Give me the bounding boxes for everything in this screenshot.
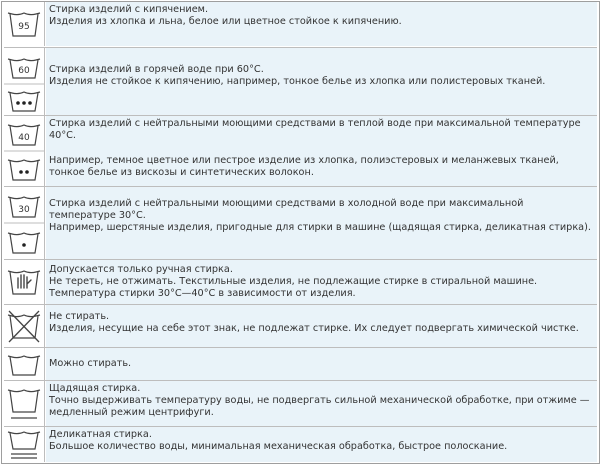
hand-wash-icon [4, 260, 45, 304]
symbol-row-40-text [46, 116, 597, 186]
row-30-desc: Например, шерстяные изделия, пригодные для стирки в машине (щадящая стирка, деликатная стирка). [49, 222, 591, 233]
row-delicate-desc: Большое количество воды, минимальная механическая обработка, быстрое полоскание. [49, 441, 508, 452]
washtub-30-icon [4, 187, 45, 259]
row-do-not-wash-title: Не стирать. [49, 311, 110, 322]
symbol-row-95 [4, 2, 597, 46]
washtub-30-temp: 30 [18, 205, 30, 215]
symbol-row-hand-wash-text [46, 260, 597, 304]
symbol-row-do-not-wash-text [46, 305, 597, 347]
row-60-desc: Изделия не стойкое к кипячению, например, тонкое белье из хлопка или полистеровых тканей. [49, 76, 546, 87]
symbol-row-washable [4, 347, 597, 380]
row-40-title: Стирка изделий с нейтральными моющими средствами в теплой воде при максимальной температуре 40°С. [49, 118, 581, 141]
symbol-row-30 [4, 186, 597, 259]
row-washable-title: Можно стирать. [49, 358, 132, 369]
row-95-title: Стирка изделий с кипячением. [49, 4, 209, 15]
row-do-not-wash-desc: Изделия, несущие на себе этот знак, не подлежат стирке. Их следует подвергать химической чистке. [49, 323, 579, 334]
symbol-row-delicate [4, 426, 597, 462]
symbol-row-40 [4, 115, 597, 186]
washing-symbols-table [1, 1, 600, 464]
washtub-icon [4, 348, 45, 380]
washtub-60-icon [4, 48, 45, 115]
washtub-40-temp: 40 [18, 133, 30, 143]
symbol-row-washable-text [46, 348, 597, 380]
symbol-row-30-text [46, 187, 597, 259]
symbol-row-delicate-text [46, 427, 597, 462]
washtub-95-temp: 95 [18, 22, 30, 32]
symbol-row-hand-wash [4, 259, 597, 304]
row-hand-wash-desc: Не тереть, не отжимать. Текстильные изделия, не подлежащие стирке в стиральной машине. Температура стирки 30°С—40°С в зависимости от изделия. [49, 276, 538, 299]
row-60-title: Стирка изделий в горячей воде при 60°С. [49, 64, 264, 75]
washtub-gentle-icon [4, 381, 45, 426]
symbol-row-60-text [46, 48, 597, 115]
washtub-60-temp: 60 [18, 66, 30, 76]
row-40-desc: Например, темное цветное или пестрое изделие из хлопка, полиэстеровых и меланжевых тканей, тонкое белье из вискозы и синтетических волокон. [49, 155, 559, 178]
row-95-desc: Изделия из хлопка и льна, белое или цветное стойкое к кипячению. [49, 16, 402, 27]
symbol-row-95-text [46, 2, 597, 46]
washtub-95-icon [4, 2, 45, 46]
symbol-row-gentle-text [46, 381, 597, 426]
symbol-row-do-not-wash [4, 304, 597, 347]
row-gentle-title: Щадящая стирка. [49, 383, 141, 394]
row-gentle-desc: Точно выдерживать температуру воды, не подвергать сильной механической обработке, при отжиме — медленный режим центрифуги. [49, 395, 590, 418]
washtub-delicate-icon [4, 427, 45, 462]
row-hand-wash-title: Допускается только ручная стирка. [49, 264, 233, 275]
row-delicate-title: Деликатная стирка. [49, 429, 152, 440]
do-not-wash-icon [4, 305, 45, 347]
washtub-40-icon [4, 116, 45, 186]
symbol-row-gentle [4, 380, 597, 426]
row-30-title: Стирка изделий с нейтральными моющими средствами в холодной воде при максимальной температуре 30°С. [49, 198, 524, 221]
symbol-row-60 [4, 47, 597, 115]
